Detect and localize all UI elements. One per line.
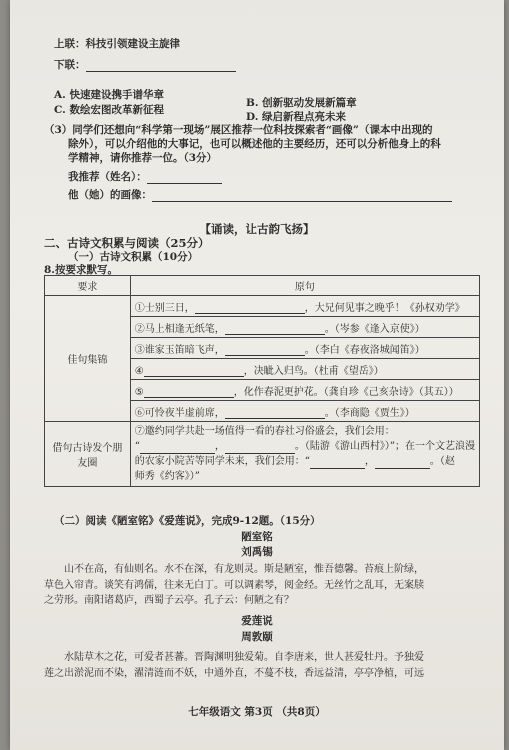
portrait-blank[interactable] xyxy=(152,190,452,202)
q8-heading: 8.按要求默写。 xyxy=(44,264,118,276)
answer-blank[interactable] xyxy=(144,387,234,398)
answer-blank[interactable] xyxy=(225,324,325,335)
q3-line1: （3）同学们还想向“科学第一现场”展区推荐一位科技探索者“画像”（课本中出现的 xyxy=(44,124,433,136)
option-b: B. 创新驱动发展新篇章 xyxy=(246,97,357,109)
category-moments: 借句古诗发个朋友圈 xyxy=(45,422,131,487)
row-2: ②马上相逢无纸笔， 。（岑参《逢入京使》） xyxy=(130,317,479,338)
passage-loushiming xyxy=(44,562,484,609)
passage-line: 山不在高，有仙则名。水不在深，有龙则灵。斯是陋室，惟吾德馨。苔痕上阶绿， xyxy=(64,564,424,575)
recommend-name-blank[interactable] xyxy=(147,172,222,184)
author-zhoudunyi: 周敦颐 xyxy=(241,631,273,643)
part2-heading: 二、古诗文积累与阅读（25分） xyxy=(44,236,210,250)
row-7-line2: “ ， 。（陆游《游山西村》）”；在一个文艺浪漫 xyxy=(134,441,475,452)
row-1: ①士别三日， ，大兄何见事之晚乎！《孙权劝学》 xyxy=(130,296,479,317)
row-7-line4: 师秀《约客》）” xyxy=(134,471,200,482)
q3-line2: 除外），可以介绍他的大事记，也可以概述他的主要经历，还可以分析他身上的科 xyxy=(68,138,441,150)
answer-blank[interactable] xyxy=(140,443,215,454)
category-jiaju: 佳句集锦 xyxy=(45,296,131,422)
section-banner: 【诵读，让古韵飞扬】 xyxy=(199,222,315,236)
answer-blank[interactable] xyxy=(225,345,305,356)
reading-heading: （二）阅读《陋室铭》《爱莲说》，完成9-12题。（15分） xyxy=(54,515,321,527)
table-header xyxy=(45,276,480,296)
header-requirement: 要求 xyxy=(45,276,131,296)
row-7-line1: ⑦邀约同学共赴一场值得一看的春社习俗盛会，我们会用： xyxy=(134,426,395,437)
option-d: D. 绿启新程点亮未来 xyxy=(246,111,347,123)
exam-page xyxy=(10,0,504,750)
option-a: A. 快速建设携手谱华章 xyxy=(54,89,164,101)
passage-line: 之劳形。南阳诸葛庐，西蜀子云亭。孔子云：何陋之有？ xyxy=(44,595,294,606)
answer-blank[interactable] xyxy=(144,366,244,377)
table-row xyxy=(45,296,480,317)
row-5: ⑤ ，化作春泥更护花。（龚自珍《己亥杂诗》（其五）） xyxy=(130,380,479,401)
couplet-upper: 上联：科技引领建设主旋律 xyxy=(54,38,180,50)
row-7 xyxy=(130,422,479,487)
option-c: C. 数绘宏图改革新征程 xyxy=(54,104,164,116)
sub1-heading: （一）古诗文积累（10分） xyxy=(68,251,199,263)
q3-portrait: 他（她）的画像： xyxy=(68,188,452,202)
row-6: ⑥可怜夜半虚前席， 。（李商隐《贾生》） xyxy=(130,401,479,422)
passage-line: 莲之出淤泥而不染，濯清涟而不妖，中通外直，不蔓不枝，香远益清，亭亭净植，可远 xyxy=(44,667,424,679)
table-row xyxy=(45,422,480,487)
row-4: ④ ，决眦入归鸟。（杜甫《望岳》） xyxy=(130,359,479,380)
couplet-lower-label: 下联： xyxy=(54,58,236,72)
answer-blank[interactable] xyxy=(195,303,305,314)
answer-blank[interactable] xyxy=(225,443,295,454)
title-loushiming: 陋室铭 xyxy=(241,531,273,543)
page-footer: 七年级语文 第3页 （共8页） xyxy=(188,706,326,718)
header-source: 原句 xyxy=(130,276,479,296)
author-liuyuxi: 刘禹锡 xyxy=(241,546,273,558)
title-ailianshuo: 爱莲说 xyxy=(241,615,273,627)
answer-blank[interactable] xyxy=(375,458,430,469)
passage-line: 水陆草木之花，可爱者甚蕃。晋陶渊明独爱菊。自李唐来，世人甚爱牡丹。予独爱 xyxy=(64,652,424,663)
answer-blank[interactable] xyxy=(310,458,365,469)
answer-blank[interactable] xyxy=(225,408,325,419)
q3-recommend: 我推荐（姓名）： xyxy=(68,170,222,184)
passage-ailianshuo xyxy=(44,650,484,681)
row-3: ③谁家玉笛暗飞声， 。（李白《春夜洛城闻笛》） xyxy=(130,338,479,359)
q3-line3: 学精神，请你推荐一位。（3分） xyxy=(68,152,218,164)
couplet-lower-blank[interactable] xyxy=(86,60,236,72)
row-7-line3: 的农家小院苦等同学未来，我们会用：“ ， 。（赵 xyxy=(134,456,455,467)
poem-table xyxy=(44,275,480,487)
passage-line: 草色入帘青。谈笑有鸿儒，往来无白丁。可以调素琴，阅金经。无丝竹之乱耳，无案牍 xyxy=(44,579,424,591)
